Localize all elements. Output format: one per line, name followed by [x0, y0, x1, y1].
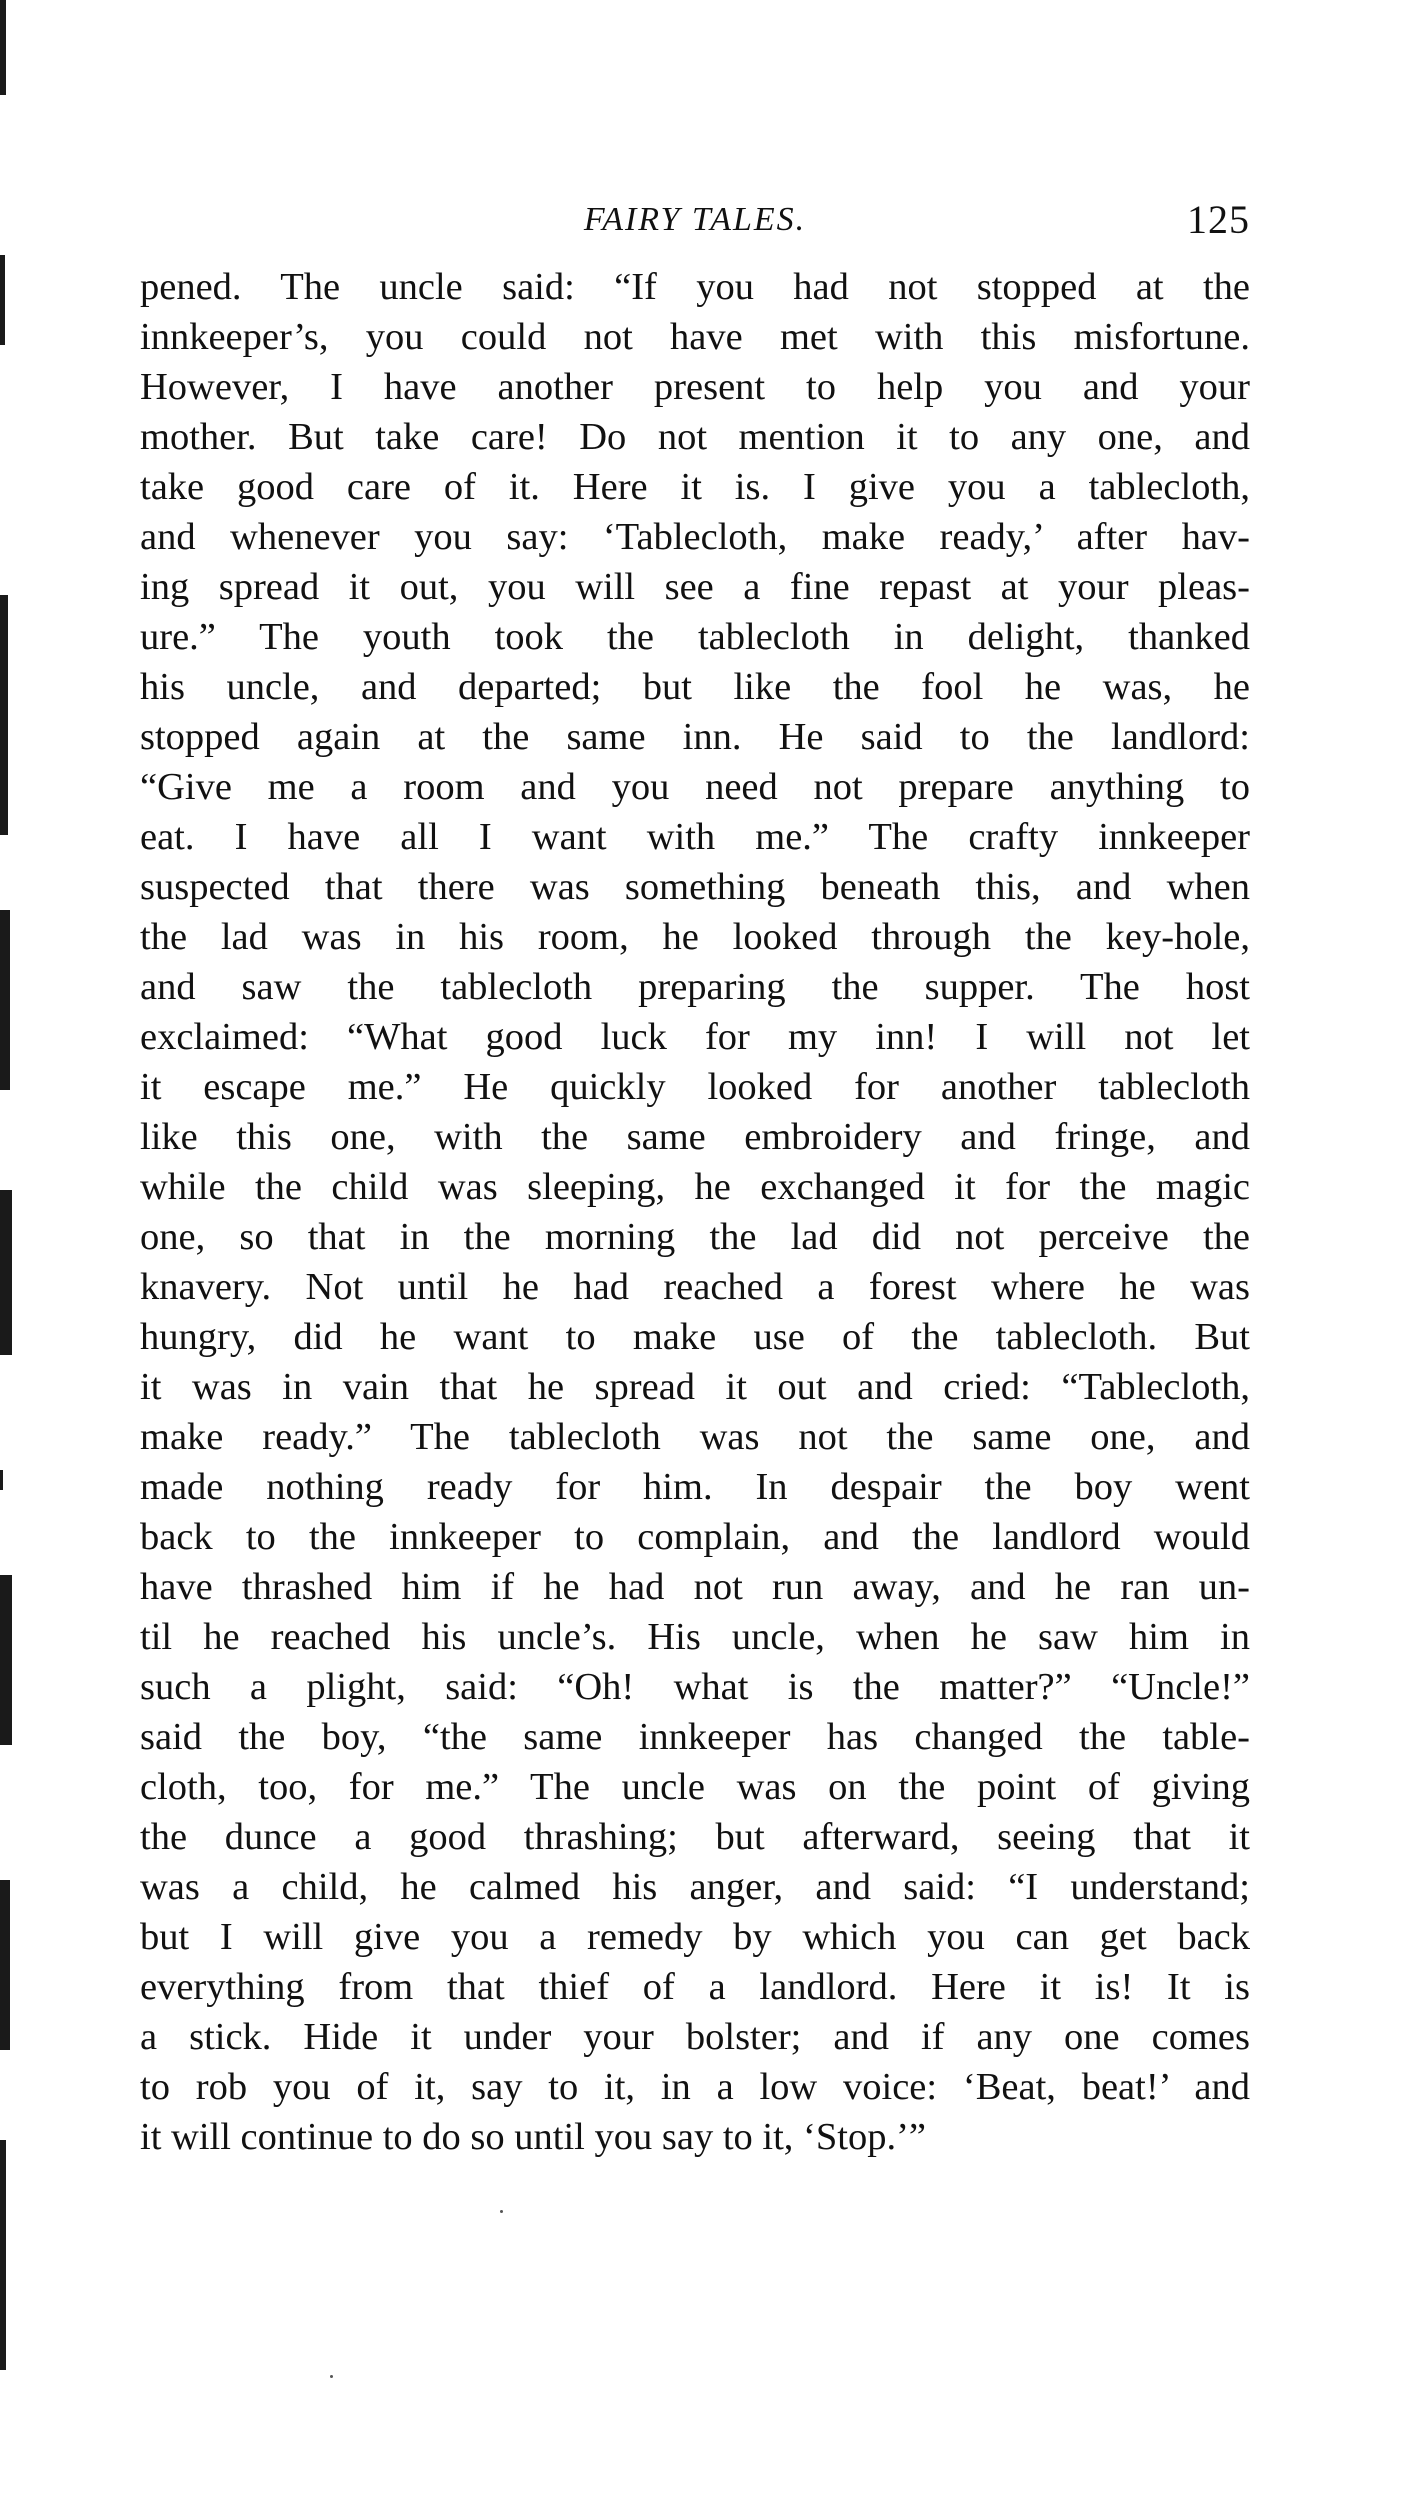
running-title: FAIRY TALES.	[583, 201, 807, 238]
scan-edge-mark	[0, 0, 6, 95]
scan-edge-mark	[0, 255, 5, 345]
text-line: it was in vain that he spread it out and cried: “Tablecloth,	[140, 1366, 1250, 1408]
text-line: til he reached his uncle’s. His uncle, when he saw him in	[140, 1616, 1250, 1658]
text-line: However, I have another present to help you and your	[140, 366, 1250, 408]
scan-edge-mark	[0, 910, 10, 1090]
text-line: a stick. Hide it under your bolster; and if any one comes	[140, 2016, 1250, 2058]
text-line: take good care of it. Here it is. I give you a tablecloth,	[140, 466, 1250, 508]
text-line: ure.” The youth took the tablecloth in delight, thanked	[140, 616, 1250, 658]
page-number: 125	[1187, 197, 1250, 242]
scan-edge-mark	[0, 595, 8, 835]
scan-edge-mark	[0, 1190, 12, 1355]
text-line: the lad was in his room, he looked through the key-hole,	[140, 916, 1250, 958]
text-line: such a plight, said: “Oh! what is the matter?” “Uncle!”	[140, 1666, 1250, 1708]
scan-edge-mark	[0, 1470, 3, 1490]
text-line: suspected that there was something beneath this, and when	[140, 866, 1250, 908]
text-line: “Give me a room and you need not prepare anything to	[140, 766, 1250, 808]
text-line: while the child was sleeping, he exchanged it for the magic	[140, 1166, 1250, 1208]
text-line: it will continue to do so until you say to it, ‘Stop.’”	[140, 2116, 926, 2158]
body-text	[140, 262, 1250, 2162]
text-line: to rob you of it, say to it, in a low voice: ‘Beat, beat!’ and	[140, 2066, 1250, 2108]
scan-speck	[330, 2375, 333, 2378]
scan-edge-mark	[0, 1575, 12, 1745]
text-line: make ready.” The tablecloth was not the same one, and	[140, 1416, 1250, 1458]
text-line: and whenever you say: ‘Tablecloth, make ready,’ after hav-	[140, 516, 1250, 558]
text-line: like this one, with the same embroidery and fringe, and	[140, 1116, 1250, 1158]
text-line: have thrashed him if he had not run away, and he ran un-	[140, 1566, 1250, 1608]
text-line: and saw the tablecloth preparing the supper. The host	[140, 966, 1250, 1008]
text-line: one, so that in the morning the lad did not perceive the	[140, 1216, 1250, 1258]
text-line: his uncle, and departed; but like the fool he was, he	[140, 666, 1250, 708]
text-line: pened. The uncle said: “If you had not stopped at the	[140, 266, 1250, 308]
text-line: ing spread it out, you will see a fine repast at your pleas-	[140, 566, 1250, 608]
text-line: the dunce a good thrashing; but afterward, seeing that it	[140, 1816, 1250, 1858]
text-line: back to the innkeeper to complain, and the landlord would	[140, 1516, 1250, 1558]
text-line: mother. But take care! Do not mention it to any one, and	[140, 416, 1250, 458]
running-head	[140, 190, 1250, 250]
text-line: knavery. Not until he had reached a forest where he was	[140, 1266, 1250, 1308]
text-line: hungry, did he want to make use of the tablecloth. But	[140, 1316, 1250, 1358]
scan-edge-mark	[0, 2140, 6, 2370]
scan-speck	[500, 2210, 503, 2213]
text-line: but I will give you a remedy by which you can get back	[140, 1916, 1250, 1958]
scan-edge-mark	[0, 1880, 10, 2050]
text-line: stopped again at the same inn. He said to the landlord:	[140, 716, 1250, 758]
text-line: innkeeper’s, you could not have met with this misfortune.	[140, 316, 1250, 358]
text-line: it escape me.” He quickly looked for another tablecloth	[140, 1066, 1250, 1108]
text-line: everything from that thief of a landlord. Here it is! It is	[140, 1966, 1250, 2008]
text-line: made nothing ready for him. In despair the boy went	[140, 1466, 1250, 1508]
text-line: exclaimed: “What good luck for my inn! I will not let	[140, 1016, 1250, 1058]
text-line: said the boy, “the same innkeeper has changed the table-	[140, 1716, 1250, 1758]
text-line: cloth, too, for me.” The uncle was on the point of giving	[140, 1766, 1250, 1808]
text-line: eat. I have all I want with me.” The crafty innkeeper	[140, 816, 1250, 858]
text-line: was a child, he calmed his anger, and said: “I understand;	[140, 1866, 1250, 1908]
